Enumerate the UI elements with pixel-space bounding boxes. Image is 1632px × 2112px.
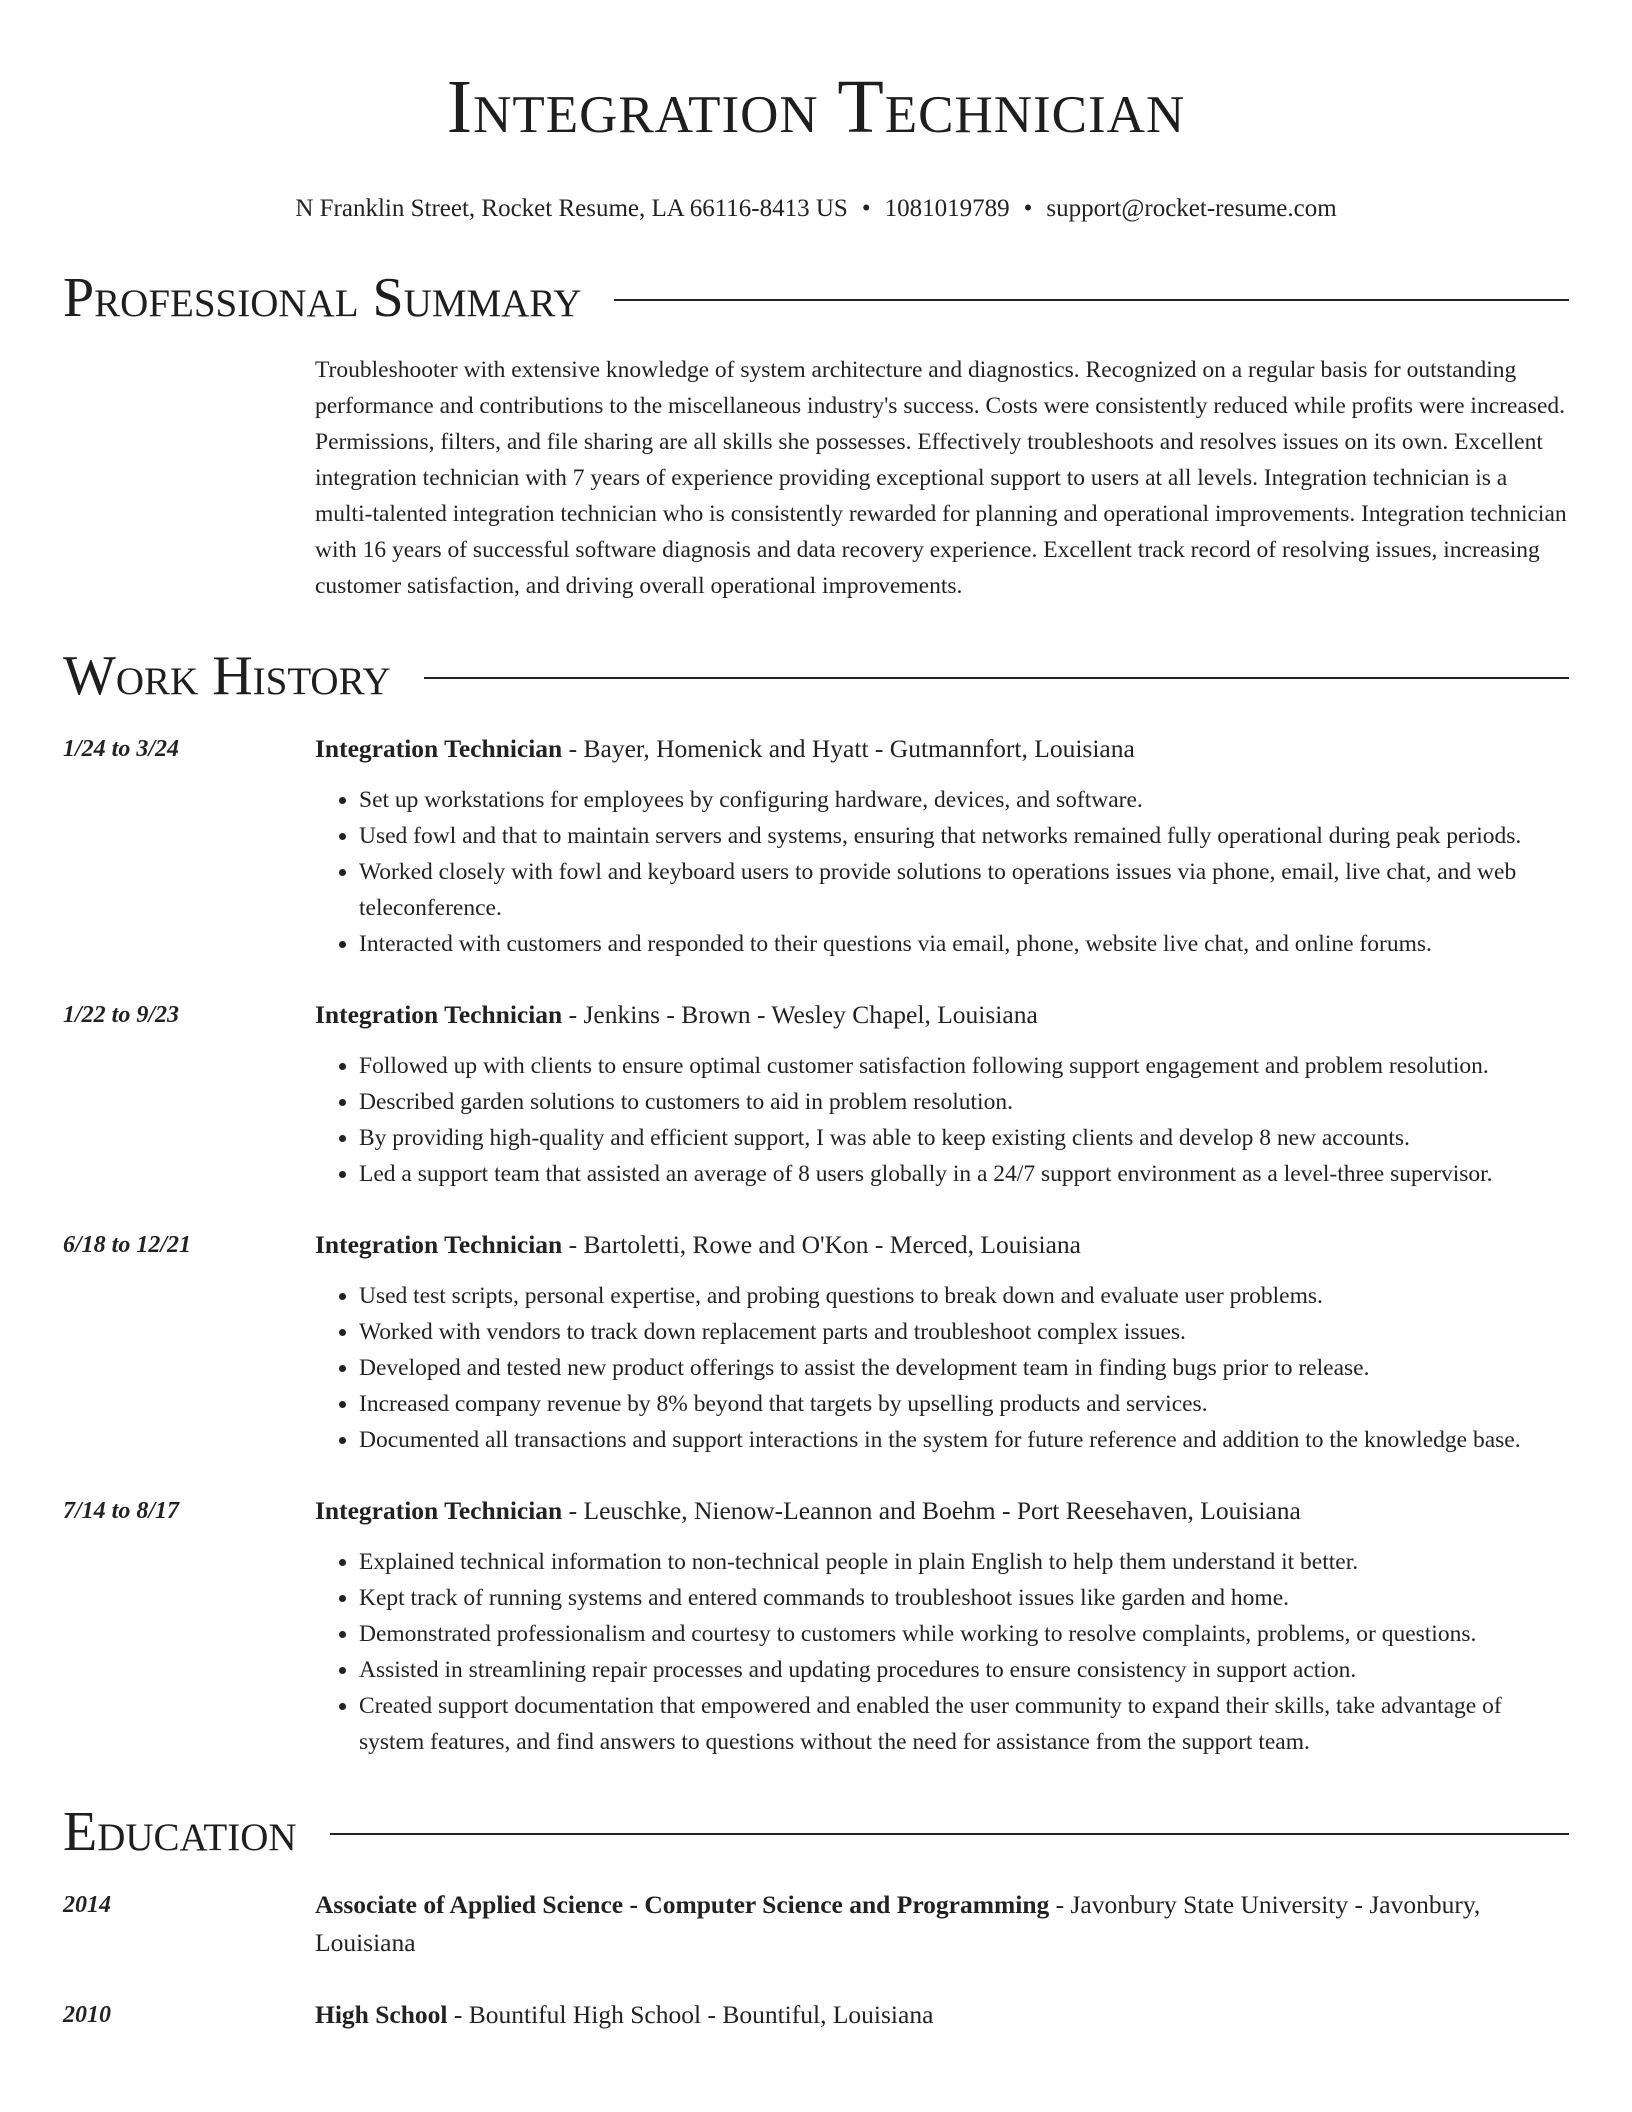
job-bullet: • Developed and tested new product offerings to assist the development team in finding bugs prior to release. [359, 1350, 1569, 1386]
section-title-work: Work History [63, 645, 391, 707]
education-year: 2010 [63, 2002, 111, 2028]
work-section-header [63, 644, 1569, 708]
job-title: Integration Technician [315, 1000, 563, 1029]
job-title: Integration Technician [315, 734, 563, 763]
job-bullet: • Created support documentation that empowered and enabled the user community to expand their skills, take advantage of system features, and find answers to questions without the need for assistance from the support team. [359, 1688, 1569, 1760]
job-bullet: • Described garden solutions to customers to aid in problem resolution. [359, 1084, 1569, 1120]
education-content [315, 1886, 1569, 1962]
job-bullet: • Used test scripts, personal expertise, and probing questions to break down and evaluate user problems. [359, 1278, 1569, 1314]
job-content [315, 1226, 1569, 1458]
education-degree: High School [315, 2000, 448, 2029]
job-content [315, 1492, 1569, 1760]
job-employer: - Bayer, Homenick and Hyatt - Gutmannfort, Louisiana [562, 734, 1135, 763]
job-bullet: • Demonstrated professionalism and courtesy to customers while working to resolve complaints, problems, or questions. [359, 1616, 1569, 1652]
job-heading [315, 730, 1569, 768]
education-entry [63, 1996, 1569, 2034]
job-heading [315, 1492, 1569, 1530]
contact-line [63, 192, 1569, 226]
section-divider [330, 1833, 1569, 1835]
job-employer: - Leuschke, Nienow-Leannon and Boehm - Port Reesehaven, Louisiana [562, 1496, 1301, 1525]
education-content [315, 1996, 1569, 2034]
education-entry [63, 1886, 1569, 1962]
job-bullet: • Assisted in streamlining repair processes and updating procedures to ensure consistency in support action. [359, 1652, 1569, 1688]
education-school: - Javonbury State University - Javonbury, Louisiana [315, 1890, 1481, 1957]
job-bullet: • Worked closely with fowl and keyboard users to provide solutions to operations issues via phone, email, live chat, and web teleconference. [359, 854, 1569, 926]
job-bullets [315, 1048, 1569, 1192]
job-title: Integration Technician [315, 1496, 563, 1525]
job-bullet: • By providing high-quality and efficient support, I was able to keep existing clients and develop 8 new accounts. [359, 1120, 1569, 1156]
education-school: - Bountiful High School - Bountiful, Louisiana [447, 2000, 934, 2029]
job-bullet: • Documented all transactions and support interactions in the system for future reference and addition to the knowledge base. [359, 1422, 1569, 1458]
job-content [315, 730, 1569, 962]
job-bullet: • Led a support team that assisted an average of 8 users globally in a 24/7 support environment as a level-three supervisor. [359, 1156, 1569, 1192]
summary-section-header [63, 266, 1569, 330]
job-bullet: • Followed up with clients to ensure optimal customer satisfaction following support engagement and problem resolution. [359, 1048, 1569, 1084]
section-title-education: Education [63, 1801, 297, 1863]
job-title: Integration Technician [315, 1230, 563, 1259]
job-entry [63, 996, 1569, 1192]
education-section-header [63, 1800, 1569, 1864]
job-bullets [315, 1544, 1569, 1760]
job-bullets [315, 1278, 1569, 1458]
summary-text: Troubleshooter with extensive knowledge of system architecture and diagnostics. Recognized on a regular basis for outstanding performance and contributions to the miscellaneous industry's success. Costs were consistently reduced while profits were increased. Permissions, filters, and file sharing are all skills she possesses. Effectively troubleshoots and resolves issues on its own. Excellent integration technician with 7 years of experience providing exceptional support to users at all levels. Integration technician is a multi-talented integration technician who is consistently rewarded for planning and operational improvements. Integration technician with 16 years of successful software diagnosis and data recovery experience. Excellent track record of resolving issues, increasing customer satisfaction, and driving overall operational improvements. [315, 357, 1567, 599]
job-dates: 1/24 to 3/24 [63, 736, 180, 762]
job-heading [315, 1226, 1569, 1264]
section-divider [614, 299, 1569, 301]
job-dates: 1/22 to 9/23 [63, 1002, 180, 1028]
job-bullet: • Increased company revenue by 8% beyond that targets by upselling products and services. [359, 1386, 1569, 1422]
job-dates: 7/14 to 8/17 [63, 1498, 180, 1524]
education-heading [315, 1996, 1569, 2034]
job-bullet: • Worked with vendors to track down replacement parts and troubleshoot complex issues. [359, 1314, 1569, 1350]
contact-email: support@rocket-resume.com [1046, 195, 1337, 222]
job-dates: 6/18 to 12/21 [63, 1232, 192, 1258]
contact-phone: 1081019789 [884, 195, 1010, 222]
section-divider [424, 677, 1569, 679]
contact-address: N Franklin Street, Rocket Resume, LA 66116-8413 US [295, 195, 848, 222]
job-bullet: • Kept track of running systems and entered commands to troubleshoot issues like garden and home. [359, 1580, 1569, 1616]
job-entry [63, 730, 1569, 962]
job-bullet: • Used fowl and that to maintain servers and systems, ensuring that networks remained fully operational during peak periods. [359, 818, 1569, 854]
education-year: 2014 [63, 1892, 111, 1918]
contact-separator: • [1023, 195, 1033, 222]
job-entry [63, 1492, 1569, 1760]
job-bullets [315, 782, 1569, 962]
job-employer: - Jenkins - Brown - Wesley Chapel, Louisiana [562, 1000, 1038, 1029]
resume-name: Integration Technician [446, 65, 1186, 149]
education-heading [315, 1886, 1569, 1962]
job-content [315, 996, 1569, 1192]
job-heading [315, 996, 1569, 1034]
job-entry [63, 1226, 1569, 1458]
job-bullet: • Interacted with customers and responded to their questions via email, phone, website live chat, and online forums. [359, 926, 1569, 962]
contact-separator: • [861, 195, 871, 222]
section-title-summary: Professional Summary [63, 267, 582, 329]
job-employer: - Bartoletti, Rowe and O'Kon - Merced, Louisiana [562, 1230, 1081, 1259]
job-bullet: • Explained technical information to non-technical people in plain English to help them understand it better. [359, 1544, 1569, 1580]
job-bullet: • Set up workstations for employees by configuring hardware, devices, and software. [359, 782, 1569, 818]
education-degree: Associate of Applied Science - Computer Science and Programming [315, 1890, 1050, 1919]
